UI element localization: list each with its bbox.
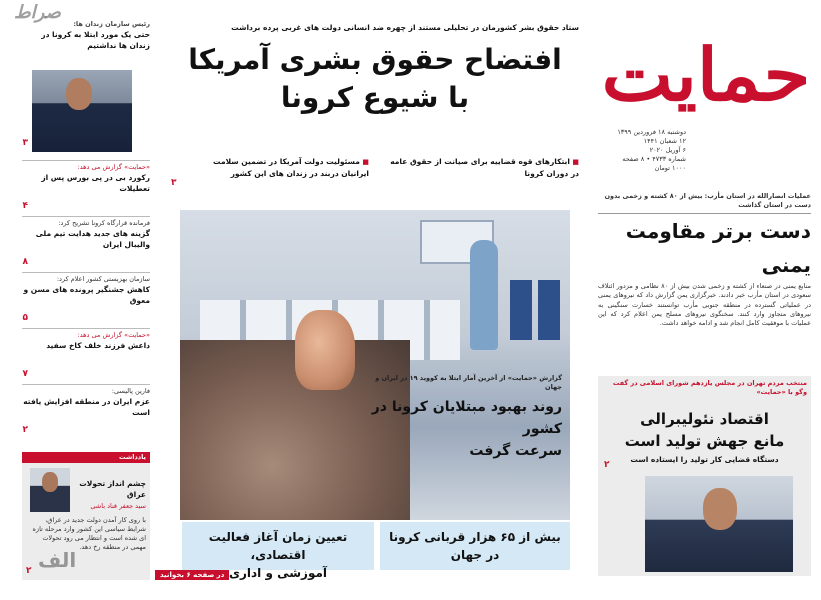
corner-logo: الف — [38, 548, 77, 572]
economy-sub: دستگاه قضایی کار تولید را ایستاده است — [630, 455, 779, 464]
sidebar-item — [22, 272, 150, 328]
note-page: ۲ — [26, 566, 32, 576]
bottom-box-line: تعیین زمان آغاز فعالیت اقتصادی، — [208, 530, 348, 562]
sidebar-item-title: کاهش جشنگیر پرونده های مسن و معوق — [23, 285, 150, 305]
ward-bins — [510, 280, 560, 340]
lead-title-line: افتضاح حقوق بشری آمریکا — [188, 43, 562, 76]
portrait-head — [703, 488, 737, 530]
lead-title-line: با شیوع کرونا — [280, 81, 470, 114]
sidebar-item-kicker: فرمانده قرارگاه کرونا تشریح کرد: — [58, 219, 150, 227]
sidebar-top-title: حتی یک مورد ابتلا به کرونا در زندان ها نداشتیم — [41, 30, 150, 50]
yemen-title: دست برتر مقاومت یمنی — [625, 219, 811, 277]
note-author: سید جعفر قناد باشی — [90, 502, 146, 510]
economy-page: ۲ — [604, 460, 610, 470]
economy-story — [598, 376, 811, 576]
economy-kicker: منتخب مردم تهران در مجلس یازدهم شورای اسلامی در گفت وگو با «حمایت» — [612, 379, 807, 396]
date-line: ۶ آوریل ۲۰۲۰ — [649, 146, 686, 154]
sidebar-item — [22, 160, 150, 216]
sidebar-item-page: ۲ — [22, 425, 28, 435]
photo-title-line: روند بهبود مبتلایان کرونا در کشور — [371, 399, 562, 437]
sidebar-item-kicker: «حمایت» گزارش می دهد: — [77, 163, 150, 171]
sidebar-item-page: ۵ — [22, 313, 28, 323]
watermark-logo: صراط — [14, 2, 61, 23]
masthead — [601, 20, 811, 185]
economy-title-line: اقتصاد نئولیبرالی — [640, 410, 769, 428]
sidebar-list — [22, 160, 150, 440]
masthead-date-block — [598, 128, 686, 173]
sidebar-item — [22, 328, 150, 384]
bottom-box-deaths — [380, 522, 570, 570]
page-ref-badge: در صفحه ۶ بخوانید — [155, 570, 229, 580]
note-title: چشم انداز تحولات عراق — [79, 479, 146, 499]
lead-story — [165, 22, 585, 194]
date-line: دوشنبه ۱۸ فروردین ۱۳۹۹ — [617, 128, 686, 136]
sidebar-item-kicker: «حمایت» گزارش می دهد: — [77, 331, 150, 339]
photo-title — [362, 396, 562, 462]
photo-title-line: سرعت گرفت — [469, 443, 562, 459]
sidebar-top-kicker: رئیس سازمان زندان ها: — [73, 20, 150, 28]
sidebar — [22, 20, 150, 580]
lead-page: ۳ — [171, 178, 177, 188]
sidebar-item-page: ۴ — [22, 201, 28, 211]
portrait-head — [42, 472, 58, 492]
sidebar-item-title: داعش فرزند خلف کاخ سفید — [46, 341, 150, 350]
lead-title — [165, 41, 585, 117]
bottom-box-line: در جهان — [450, 548, 500, 562]
lead-sub: ■ ابتکارهای قوه قضاییه برای صیانت از حقوق عامه در دوران کرونا — [389, 156, 579, 179]
photo-caption: گزارش «حمایت» از آخرین آمار ابتلا به کووید ۱۹ در ایران و جهان — [375, 374, 562, 391]
sidebar-top-photo — [32, 70, 132, 152]
hospital-photo — [180, 210, 570, 520]
sidebar-item-title: عزم ایران در منطقه افزایش یافته است — [23, 397, 150, 417]
sidebar-item-page: ۸ — [22, 257, 28, 267]
economy-title — [598, 408, 811, 452]
portrait-head — [66, 78, 92, 110]
masthead-logo: حمایت — [601, 32, 811, 117]
sidebar-item — [22, 216, 150, 272]
bottom-box-line: آموزشی و اداری — [228, 566, 328, 580]
date-line: ۱۰۰۰ تومان — [654, 164, 686, 172]
sidebar-item-page: ۷ — [22, 369, 28, 379]
note-author-photo — [30, 468, 70, 512]
date-line: شماره ۴۷۳۳ • ۸ صفحه — [622, 155, 686, 163]
raised-hand — [295, 310, 355, 390]
lead-subs — [169, 156, 579, 192]
lead-sub: ■ مسئولیت دولت آمریکا در تضمین سلامت ایرانیان دربند در زندان های این کشور — [189, 156, 369, 179]
sidebar-top-page: ۳ — [22, 138, 28, 148]
sidebar-item-kicker: فارین پالیسی: — [111, 387, 150, 395]
sidebar-item — [22, 384, 150, 440]
photo-caption-block — [362, 374, 562, 462]
lead-kicker: ستاد حقوق بشر کشورمان در تحلیلی مستند از چهره ضد انسانی دولت های غربی پرده برداشت — [231, 23, 579, 32]
note-label: یادداشت — [22, 452, 150, 463]
sidebar-item-title: رکورد بی در پی بورس پس از تعطیلات — [41, 173, 150, 193]
economy-title-line: مانع جهش تولید است — [624, 432, 785, 450]
yemen-kicker: عملیات انصارالله در استان مأرب: بیش از ۸۰ کشته و زخمی بدون دست در استان گذاشت — [598, 192, 811, 214]
sidebar-item-kicker: سازمان بهزیستی کشور اعلام کرد: — [56, 275, 150, 283]
bottom-box-line: بیش از ۶۵ هزار قربانی کرونا — [389, 530, 561, 544]
economy-photo — [645, 476, 793, 572]
bottom-box-title — [380, 528, 570, 564]
sidebar-item-title: گزینه های جدید هدایت تیم ملی والیبال ایران — [35, 229, 150, 249]
yemen-story — [598, 192, 811, 372]
yemen-body: منابع یمنی در صنعاء از کشته و زخمی شدن بیش از ۸۰ نظامی و مزدور ائتلاف سعودی در استان مأرب خبر دادند. خبرگزاری یمن گزارش داد که نیروهای یمنی در عملیاتی گسترده در منطقه جنوبی مأرب توانستند خسارت سنگینی به نیروهای متجاوز وارد کنند. سخنگوی نیروهای مسلح یمن اعلام کرد که این عملیات با موفقیت کامل انجام شد و ادامه خواهد داشت. — [598, 282, 811, 328]
note-body: با روی کار آمدن دولت جدید در عراق، شرایط سیاسی این کشور وارد مرحله تازه ای شده است و انتظار می رود تحولات مهمی در منطقه رخ دهد. — [32, 516, 146, 551]
date-line: ۱۲ شعبان ۱۴۴۱ — [643, 137, 686, 145]
ward-nurse — [470, 240, 498, 350]
